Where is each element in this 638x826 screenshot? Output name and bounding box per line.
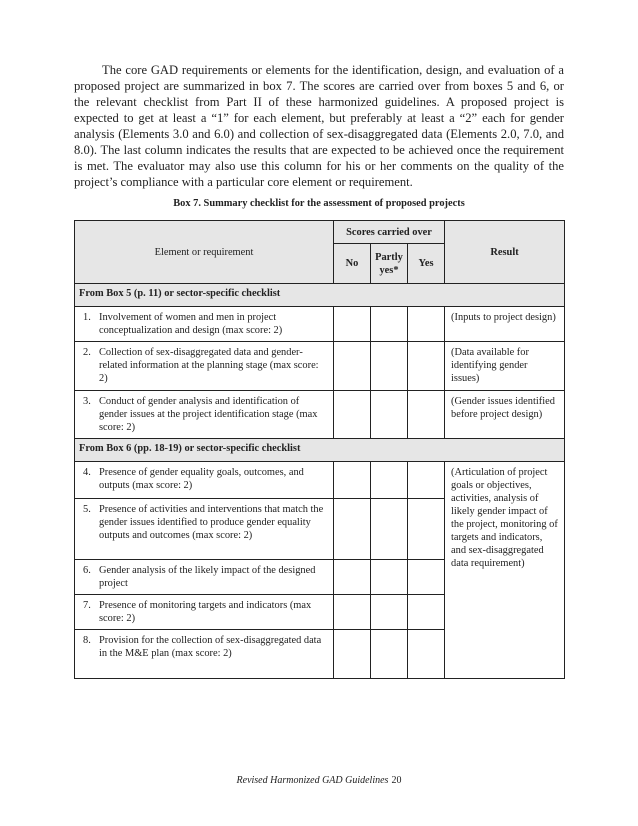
item-number: 1.	[83, 312, 91, 323]
score-partly-cell	[371, 630, 408, 679]
item-number: 6.	[83, 565, 91, 576]
score-partly-cell	[371, 462, 408, 499]
item-text: Presence of activities and interventions that match the gender issues identified to produce gender equality outputs and outcomes (max score: 2)	[99, 504, 324, 541]
header-partly-yes: Partly yes*	[371, 244, 408, 284]
score-yes-cell	[408, 595, 445, 630]
item-text: Gender analysis of the likely impact of the designed project	[99, 565, 316, 589]
score-yes-cell	[408, 560, 445, 595]
item-text: Presence of monitoring targets and indicators (max score: 2)	[99, 600, 312, 624]
table-row	[75, 462, 565, 499]
item-number: 3.	[83, 396, 91, 407]
header-yes: Yes	[408, 244, 445, 284]
item-number: 7.	[83, 600, 91, 611]
header-scores: Scores carried over	[334, 221, 445, 244]
table-row	[75, 391, 565, 439]
score-no-cell	[334, 560, 371, 595]
header-result: Result	[445, 221, 565, 284]
item-text: Involvement of women and men in project conceptualization and design (max score: 2)	[99, 312, 283, 336]
item-number: 8.	[83, 635, 91, 646]
section-title: From Box 6 (pp. 18-19) or sector-specific checklist	[75, 439, 565, 462]
score-yes-cell	[408, 462, 445, 499]
item-number: 5.	[83, 504, 91, 515]
page-number: 20	[391, 775, 402, 786]
header-no: No	[334, 244, 371, 284]
score-partly-cell	[371, 307, 408, 342]
score-yes-cell	[408, 307, 445, 342]
summary-checklist-table	[74, 220, 565, 679]
result-text: (Inputs to project design)	[451, 312, 556, 323]
result-text: (Data available for identifying gender issues)	[451, 347, 529, 384]
result-text: (Gender issues identified before project design)	[451, 396, 555, 420]
item-number: 4.	[83, 467, 91, 478]
item-text: Provision for the collection of sex-disaggregated data in the M&E plan (max score: 2)	[99, 635, 322, 659]
item-number: 2.	[83, 347, 91, 358]
score-yes-cell	[408, 499, 445, 560]
score-no-cell	[334, 499, 371, 560]
score-no-cell	[334, 630, 371, 679]
result-text: (Articulation of project goals or objectives, activities, analysis of likely gender impact of the project, monitoring of targets and indicators, and sex-disaggregated data requirement)	[451, 467, 558, 569]
score-yes-cell	[408, 342, 445, 391]
section-title: From Box 5 (p. 11) or sector-specific checklist	[75, 284, 565, 307]
header-element: Element or requirement	[75, 221, 334, 284]
box-title: Box 7. Summary checklist for the assessment of proposed projects	[173, 198, 465, 209]
score-yes-cell	[408, 391, 445, 439]
item-text: Collection of sex-disaggregated data and gender-related information at the planning stage (max score: 2)	[99, 347, 319, 384]
table-row	[75, 342, 565, 391]
score-partly-cell	[371, 342, 408, 391]
score-partly-cell	[371, 499, 408, 560]
merged-result-cell	[445, 462, 565, 679]
page-footer	[0, 775, 638, 786]
score-no-cell	[334, 595, 371, 630]
footer-title: Revised Harmonized GAD Guidelines	[236, 775, 389, 786]
section-row-box5	[75, 284, 565, 307]
score-partly-cell	[371, 595, 408, 630]
section-row-box6	[75, 439, 565, 462]
score-no-cell	[334, 342, 371, 391]
intro-paragraph: The core GAD requirements or elements for the identification, design, and evaluation of a proposed project are summarized in box 7. The scores are carried over from boxes 5 and 6, or the relevant checklist from Part II of these harmonized guidelines. A proposed project is expected to get at least a “1” for each element, but preferably at least a “2” each for gender analysis (Elements 3.0 and 6.0) and collection of sex-disaggregated data (Elements 2.0, 7.0, and 8.0). The last column indicates the results that are expected to be achieved once the requirement is met. The evaluator may also use this column for his or her comments on the quality of the project’s compliance with a particular core element or requirement.	[74, 63, 564, 189]
score-yes-cell	[408, 630, 445, 679]
item-text: Conduct of gender analysis and identification of gender issues at the project identification stage (max score: 2)	[99, 396, 318, 433]
table-row	[75, 307, 565, 342]
score-no-cell	[334, 462, 371, 499]
score-no-cell	[334, 307, 371, 342]
score-partly-cell	[371, 560, 408, 595]
table-header-row-1	[75, 221, 565, 244]
score-partly-cell	[371, 391, 408, 439]
item-text: Presence of gender equality goals, outcomes, and outputs (max score: 2)	[99, 467, 304, 491]
score-no-cell	[334, 391, 371, 439]
